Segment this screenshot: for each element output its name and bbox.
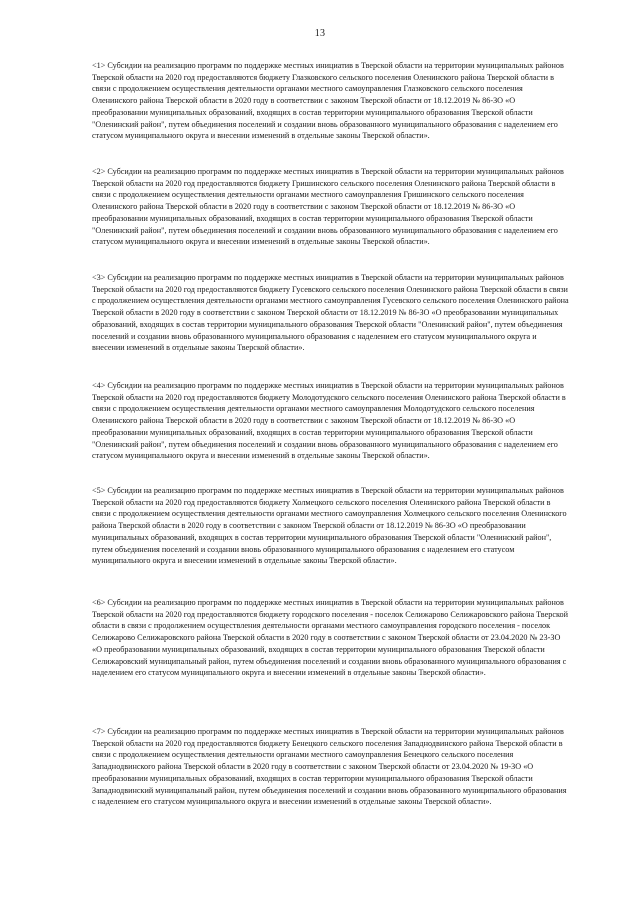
footnote-6-text: <6> Субсидии на реализацию программ по поддержке местных инициатив в Тверской области на территории муниципальных районов Тверской области на 2020 год предоставляются бюджету городского поселения - поселок Селижарово Селижаровского района Тверской области в связи с продолжением осуществления деятельности органами местного самоуправления городского поселения - поселок Селижарово Селижаровского района Тверской области в 2020 году в соответствии с законом Тверской области от 23.04.2020 № 23-ЗО «О преобразовании муниципальных образований, входящих в состав территории муниципального образования Тверской области Селижаровский муниципальный район, путем объединения поселений и создании вновь образованного муниципального образования с наделением его статусом муниципального округа и внесении изменений в отдельные законы Тверской области». — [92, 598, 568, 678]
footnote-3 — [92, 272, 570, 354]
footnote-5 — [92, 485, 570, 567]
footnote-1-text: <1> Субсидии на реализацию программ по поддержке местных инициатив в Тверской области на территории муниципальных районов Тверской области на 2020 год предоставляются бюджету Глазковского сельского поселения Оленинского района Тверской области в связи с продолжением осуществления деятельности органами местного самоуправления Глазковского сельского поселения Оленинского района Тверской области в 2020 году в соответствии с законом Тверской области от 18.12.2019 № 86-ЗО «О преобразовании муниципальных образований, входящих в состав территории муниципального образования Тверской области "Оленинский район", путем объединения поселений и создании вновь образованного муниципального образования с наделением его статусом муниципального округа и внесении изменений в отдельные законы Тверской области». — [92, 61, 564, 141]
footnote-1 — [92, 60, 570, 142]
footnote-2 — [92, 166, 570, 248]
footnote-4-text: <4> Субсидии на реализацию программ по поддержке местных инициатив в Тверской области на территории муниципальных районов Тверской области на 2020 год предоставляются бюджету Молодотудского сельского поселения Оленинского района Тверской области в связи с продолжением осуществления деятельности органами местного самоуправления Молодотудского сельского поселения Оленинского района Тверской области в 2020 году в соответствии с законом Тверской области от 18.12.2019 № 86-ЗО «О преобразовании муниципальных образований, входящих в состав территории муниципального образования Тверской области "Оленинский район", путем объединения поселений и создании вновь образованного муниципального образования с наделением его статусом муниципального округа и внесении изменений в отдельные законы Тверской области». — [92, 381, 566, 461]
footnote-7-text: <7> Субсидии на реализацию программ по поддержке местных инициатив в Тверской области на территории муниципальных районов Тверской области на 2020 год предоставляются бюджету Бенецкого сельского поселения Западнодвинского района Тверской области в связи с продолжением осуществления деятельности органами местного самоуправления Бенецкого сельского поселения Западнодвинского района Тверской области в 2020 году в соответствии с законом Тверской области от 23.04.2020 № 19-ЗО «О преобразовании муниципальных образований, входящих в состав территории муниципального образования Тверской области Западнодвинский муниципальный район, путем объединения поселений и создании вновь образованного муниципального образования с наделением его статусом муниципального округа и внесении изменений в отдельные законы Тверской области». — [92, 727, 567, 807]
footnote-7 — [92, 726, 570, 808]
footnote-2-text: <2> Субсидии на реализацию программ по поддержке местных инициатив в Тверской области на территории муниципальных районов Тверской области на 2020 год предоставляются бюджету Гришинского сельского поселения Оленинского района Тверской области в связи с продолжением осуществления деятельности органами местного самоуправления Гришинского сельского поселения Оленинского района Тверской области в 2020 году в соответствии с законом Тверской области от 18.12.2019 № 86-ЗО «О преобразовании муниципальных образований, входящих в состав территории муниципального образования Тверской области "Оленинский район", путем объединения поселений и создании вновь образованного муниципального образования с наделением его статусом муниципального округа и внесении изменений в отдельные законы Тверской области». — [92, 167, 564, 247]
footnote-4 — [92, 380, 570, 462]
footnote-6 — [92, 597, 570, 679]
page-number: 13 — [314, 28, 326, 39]
footnote-3-text: <3> Субсидии на реализацию программ по поддержке местных инициатив в Тверской области на территории муниципальных районов Тверской области на 2020 год предоставляются бюджету Гусевского сельского поселения Оленинского района Тверской области в связи с продолжением осуществления деятельности органами местного самоуправления Гусевского сельского поселения Оленинского района Тверской области в 2020 году в соответствии с законом Тверской области от 18.12.2019 № 86-ЗО «О преобразовании муниципальных образований, входящих в состав территории муниципального образования Тверской области "Оленинский район", путем объединения поселений и создании вновь образованного муниципального образования с наделением его статусом муниципального округа и внесении изменений в отдельные законы Тверской области». — [92, 273, 569, 353]
footnote-5-text: <5> Субсидии на реализацию программ по поддержке местных инициатив в Тверской области на территории муниципальных районов Тверской области на 2020 год предоставляются бюджету Холмецкого сельского поселения Оленинского района Тверской области в связи с продолжением осуществления деятельности органами местного самоуправления Холмецкого сельского поселения Оленинского района Тверской области в 2020 году в соответствии с законом Тверской области от 18.12.2019 № 86-ЗО «О преобразовании муниципальных образований, входящих в состав территории муниципального образования Тверской области "Оленинский район", путем объединения поселений и создании вновь образованного муниципального образования с наделением его статусом муниципального округа и внесении изменений в отдельные законы Тверской области». — [92, 486, 567, 566]
